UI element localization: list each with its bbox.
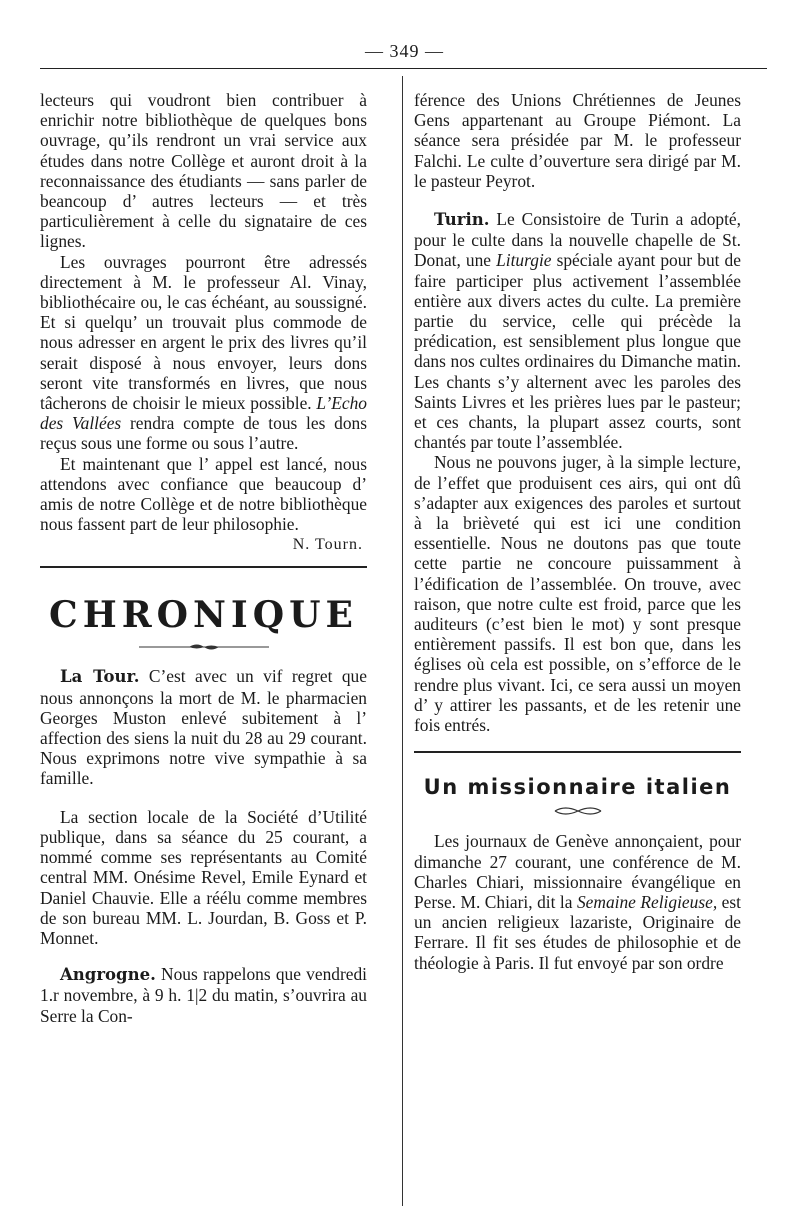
text-segment: Nous rappelons que vendredi 1.r novembre, à 9 h. 1|2 du matin, s’ouvrira au Serre la Con- (40, 964, 367, 1026)
paragraph-chiari (414, 831, 741, 972)
article-title-missionnaire: Un missionnaire italien (423, 775, 732, 800)
news-turin (414, 209, 741, 452)
section-rule (40, 566, 367, 568)
journal-title-italic: L’Echo des Vallées (40, 393, 367, 434)
ornament-divider-icon (139, 642, 269, 652)
ornament-flourish-icon (553, 805, 603, 817)
header-rule (40, 68, 767, 69)
page-number: — 349 — (365, 41, 444, 61)
news-angrogne (40, 964, 367, 1026)
paragraph-ouvrages-adresses (40, 252, 367, 454)
place-la-tour: La Tour. (60, 667, 140, 687)
liturgie-italic: Liturgie (496, 250, 552, 271)
column-divider (402, 76, 403, 1206)
semaine-religieuse-italic: Semaine Religieuse, (576, 891, 718, 912)
paragraph-appel: Et maintenant que l’ appel est lancé, nous attendons avec confiance que beaucoup d’ amis de notre Collège et de notre bibliothèque nous fassent part de leur philosophie. (40, 453, 367, 535)
chronique-heading: CHRONIQUE (49, 594, 358, 637)
paragraph-ouvrages-intro: lecteurs qui voudront bien contribuer à enrichir notre bibliothèque de quelques bons ouvrage, qu’ils rendront un vrai service aux études dans notre Collège et auront droit à la reconnaissance des étudiants — sans parler de beancoup d’ autres lecteurs — et très particulièrement à celle du signataire de ces lignes. (40, 90, 367, 252)
text-segment: C’est avec un vif regret que nous annonçons la mort de M. le pharmacien Georges Muston enlevé subitement à l’ affection des siens la nuit du 28 au 29 courant. Nous exprimons notre vive sympathie à sa famille. (40, 666, 367, 789)
paragraph-simple-lecture: Nous ne pouvons juger, à la simple lecture, de l’effet que produisent ces airs, qui ont dû s’adapter aux exigences des paroles et surtout à la brièveté qui est ici une condition essentielle. Nous ne doutons pas que toute cette partie ne concoure puissamment à l’édification de l’assemblée. On trouve, avec raison, que notre culte est froid, parce que les auditeurs (c’est bien le mot) y sont presque entièrement passifs. Il est bon que, dans les églises où cela est possible, on s’efforce de le rendre plus vivant. Ici, ce sera aussi un moyen d’ y attirer les passants, et de les retenir une fois entrés. (414, 452, 741, 736)
text-segment: Le Consistoire de Turin a adopté, pour le culte dans la nouvelle chapelle de St. Donat, une (414, 209, 741, 271)
news-societe-utilite: La section locale de la Société d’Utilité publique, dans sa séance du 25 courant, a nommé comme ses représentants au Comité central MM. Onésime Revel, Emile Eynard et Daniel Chauvie. Elle a réélu comme membres de son bureau MM. L. Jourdan, B. Goss et P. Monnet. (40, 806, 367, 948)
news-la-tour (40, 666, 367, 788)
text-segment: rendra compte de tous les dons reçus sous une forme ou sous l’autre. (40, 413, 367, 454)
left-column (40, 90, 367, 1026)
section-rule (414, 751, 741, 753)
text-segment: Les ouvrages pourront être adressés directement à M. le professeur Al. Vinay, bibliothécaire ou, le cas échéant, au soussigné. Et si quelqu’ un trouvait plus commode de nous adresser en argent le prix des livres qu’il serait disposé à nous envoyer, leurs dons seront vite transformés en livres, que nous tâcherons de choisir le mieux possible. (40, 251, 367, 414)
text-segment: est un ancien religieux lazariste, Originaire de Ferrare. Il fit ses études de philosophie et de théologie à Paris. Il fut envoyé par son ordre (414, 891, 741, 973)
right-column (414, 90, 741, 973)
place-angrogne: Angrogne. (60, 965, 156, 985)
author-signature: N. Tourn. (292, 536, 363, 554)
place-turin: Turin. (434, 210, 490, 230)
paragraph-conference: férence des Unions Chrétiennes de Jeunes Gens appartenant au Groupe Piémont. La séance sera présidée par M. le professeur Falchi. Le culte d’ouverture sera dirigé par M. le pasteur Peyrot. (414, 90, 741, 191)
text-segment: spéciale ayant pour but de faire participer plus activement l’assemblée entière aux divers actes du culte. La première partie du service, celle qui précède la prédication, est sensiblement plus longue que dans nos cultes ordinaires du Dimanche matin. Les chants s’y alternent avec les paroles des Saints Livres et les prières lues par le pasteur; et ces chants, la plupart assez courts, sont chantés par toute l’assemblée. (414, 250, 741, 453)
text-segment: Les journaux de Genève annonçaient, pour dimanche 27 courant, une conférence de M. Charles Chiari, missionnaire évangélique en Perse. M. Chiari, dit la (414, 831, 741, 912)
